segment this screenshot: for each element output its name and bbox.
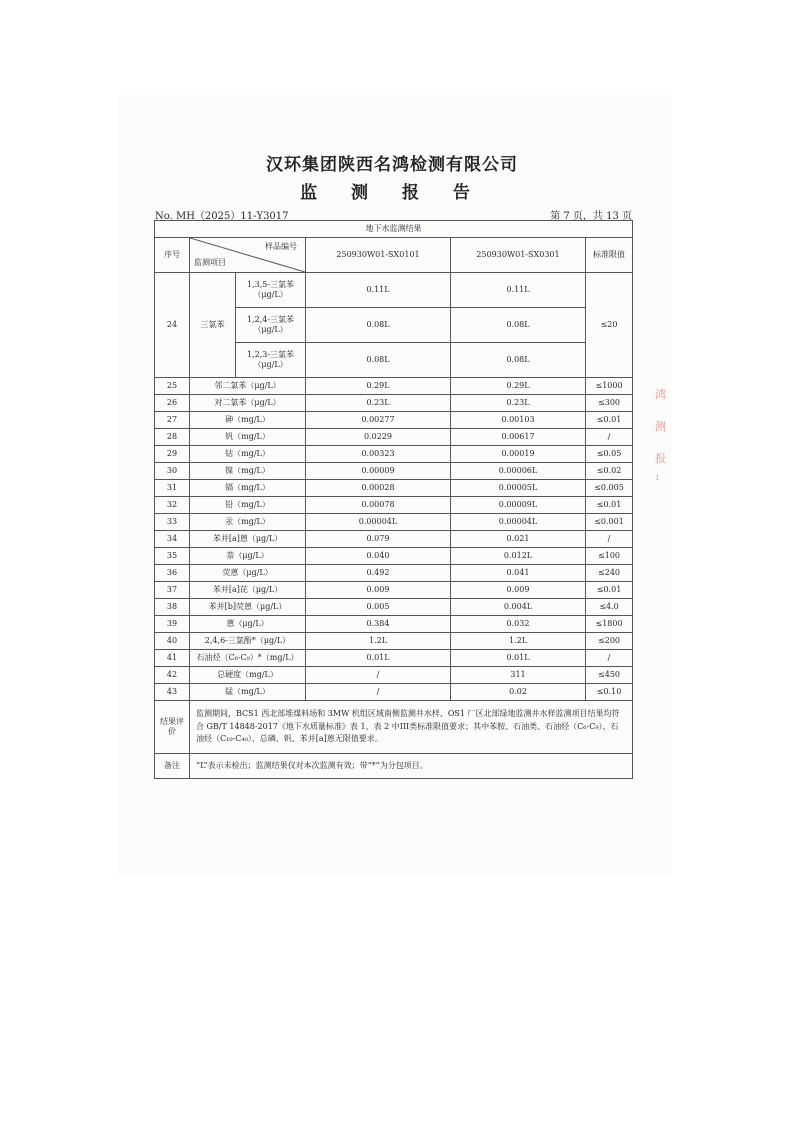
value-cell: 0.01L	[306, 650, 451, 667]
item-cell: 对二氯苯（μg/L）	[190, 395, 306, 412]
table-row	[155, 650, 633, 667]
item-cell: 汞（mg/L）	[190, 514, 306, 531]
column-header-sample-2: 250930W01-SX0301	[451, 238, 586, 273]
sub-item-name: 1,2,4-三氯苯	[246, 315, 295, 324]
value-cell: /	[306, 667, 451, 684]
value-cell: 0.009	[306, 582, 451, 599]
value-cell: 0.00028	[306, 480, 451, 497]
table-row	[155, 684, 633, 701]
value-cell: 0.11L	[451, 273, 586, 308]
table-row	[155, 497, 633, 514]
value-cell: 0.384	[306, 616, 451, 633]
value-cell: 1.2L	[306, 633, 451, 650]
seq-cell: 29	[155, 446, 190, 463]
seq-cell: 43	[155, 684, 190, 701]
value-cell: 0.004L	[451, 599, 586, 616]
seal-glyph: 报	[655, 452, 666, 465]
item-cell: 萘（μg/L）	[190, 548, 306, 565]
table-row	[155, 412, 633, 429]
item-cell: 邻二氯苯（μg/L）	[190, 378, 306, 395]
table-row	[155, 616, 633, 633]
limit-cell: ≤1000	[586, 378, 633, 395]
limit-cell: /	[586, 429, 633, 446]
sub-item-unit: （μg/L）	[253, 325, 288, 334]
seq-cell: 30	[155, 463, 190, 480]
seq-cell: 25	[155, 378, 190, 395]
sub-item-cell	[236, 273, 306, 308]
item-cell: 锰（mg/L）	[190, 684, 306, 701]
value-cell: 0.00009L	[451, 497, 586, 514]
column-header-sample-1: 250930W01-SX0101	[306, 238, 451, 273]
limit-cell: /	[586, 531, 633, 548]
limit-cell: ≤1800	[586, 616, 633, 633]
value-cell: 0.00004L	[451, 514, 586, 531]
seq-cell: 42	[155, 667, 190, 684]
limit-cell: ≤100	[586, 548, 633, 565]
value-cell: 0.00006L	[451, 463, 586, 480]
item-cell: 2,4,6-三氯酚*（μg/L）	[190, 633, 306, 650]
value-cell: 1.2L	[451, 633, 586, 650]
value-cell: 0.23L	[306, 395, 451, 412]
item-cell: 砷（mg/L）	[190, 412, 306, 429]
seq-cell: 39	[155, 616, 190, 633]
value-cell: 0.08L	[306, 343, 451, 378]
conclusion-label: 结果评价	[155, 701, 190, 754]
limit-cell: ≤0.01	[586, 412, 633, 429]
value-cell: 0.032	[451, 616, 586, 633]
group-name-cell: 三氯苯	[190, 273, 236, 378]
item-cell: 铅（mg/L）	[190, 497, 306, 514]
seq-cell: 38	[155, 599, 190, 616]
value-cell: 0.29L	[451, 378, 586, 395]
value-cell: 0.079	[306, 531, 451, 548]
value-cell: 0.041	[451, 565, 586, 582]
value-cell: 0.01L	[451, 650, 586, 667]
value-cell: 0.00005L	[451, 480, 586, 497]
limit-cell: ≤0.01	[586, 497, 633, 514]
seq-cell: 35	[155, 548, 190, 565]
item-cell: 苯并[a]芘（μg/L）	[190, 582, 306, 599]
seq-cell: 28	[155, 429, 190, 446]
item-cell: 钴（mg/L）	[190, 446, 306, 463]
table-row	[155, 463, 633, 480]
item-cell: 石油烃（C₆-C₉）*（mg/L）	[190, 650, 306, 667]
item-cell: 镉（mg/L）	[190, 480, 306, 497]
value-cell: 0.23L	[451, 395, 586, 412]
limit-cell: ≤0.05	[586, 446, 633, 463]
limit-cell: ≤0.01	[586, 582, 633, 599]
seq-cell: 37	[155, 582, 190, 599]
table-row	[155, 273, 633, 308]
table-row	[155, 565, 633, 582]
sub-item-cell	[236, 343, 306, 378]
page-number: 第 7 页，共 13 页	[550, 211, 632, 222]
item-cell: 苯并[a]蒽（μg/L）	[190, 531, 306, 548]
value-cell: 0.08L	[451, 308, 586, 343]
value-cell: 0.492	[306, 565, 451, 582]
item-cell: 镍（mg/L）	[190, 463, 306, 480]
value-cell: 0.021	[451, 531, 586, 548]
note-label: 备注	[155, 754, 190, 779]
value-cell: 0.29L	[306, 378, 451, 395]
table-row	[155, 531, 633, 548]
value-cell: 0.00009	[306, 463, 451, 480]
value-cell: 0.012L	[451, 548, 586, 565]
value-cell: 0.00277	[306, 412, 451, 429]
value-cell: 0.00004L	[306, 514, 451, 531]
seq-cell: 36	[155, 565, 190, 582]
value-cell: 311	[451, 667, 586, 684]
red-seal-edge	[652, 382, 668, 488]
column-header-limit: 标准限值	[586, 238, 633, 273]
seq-cell: 31	[155, 480, 190, 497]
limit-cell: ≤0.02	[586, 463, 633, 480]
seq-cell: 40	[155, 633, 190, 650]
table-row	[155, 548, 633, 565]
value-cell: /	[306, 684, 451, 701]
limit-cell: ≤4.0	[586, 599, 633, 616]
seq-cell: 33	[155, 514, 190, 531]
table-row	[155, 429, 633, 446]
value-cell: 0.02	[451, 684, 586, 701]
value-cell: 0.11L	[306, 273, 451, 308]
seq-cell: 26	[155, 395, 190, 412]
item-cell: 钒（mg/L）	[190, 429, 306, 446]
note-text: “L”表示未检出；监测结果仅对本次监测有效；带“*”为分包项目。	[190, 754, 633, 779]
value-cell: 0.08L	[451, 343, 586, 378]
seq-cell: 24	[155, 273, 190, 378]
sub-item-name: 1,3,5-三氯苯	[246, 280, 295, 289]
seq-cell: 27	[155, 412, 190, 429]
limit-cell: ≤300	[586, 395, 633, 412]
seq-cell: 41	[155, 650, 190, 667]
monitoring-item-label: 监测项目	[194, 258, 226, 267]
value-cell: 0.040	[306, 548, 451, 565]
limit-cell: ≤0.001	[586, 514, 633, 531]
report-title: 监 测 报 告	[300, 183, 484, 203]
limit-cell: ≤450	[586, 667, 633, 684]
item-cell: 蒽（μg/L）	[190, 616, 306, 633]
item-cell: 荧蒽（μg/L）	[190, 565, 306, 582]
limit-cell: ≤20	[586, 273, 633, 378]
limit-cell: ≤0.10	[586, 684, 633, 701]
value-cell: 0.005	[306, 599, 451, 616]
column-header-seq: 序号	[155, 238, 190, 273]
limit-cell: ≤0.005	[586, 480, 633, 497]
table-row	[155, 582, 633, 599]
table-row	[155, 514, 633, 531]
value-cell: 0.00078	[306, 497, 451, 514]
sample-no-label: 样品编号	[265, 242, 297, 251]
table-title: 地下水监测结果	[155, 221, 633, 238]
seal-glyph: 测	[655, 420, 666, 433]
value-cell: 0.08L	[306, 308, 451, 343]
value-cell: 0.00019	[451, 446, 586, 463]
groundwater-results-table	[154, 220, 633, 779]
seal-glyph: 鸿	[655, 388, 666, 401]
sub-item-unit: （μg/L）	[253, 290, 288, 299]
value-cell: 0.00103	[451, 412, 586, 429]
column-header-item-sample	[190, 238, 306, 273]
sub-item-name: 1,2,3-三氯苯	[246, 350, 295, 359]
table-row	[155, 667, 633, 684]
table-row	[155, 480, 633, 497]
limit-cell: ≤200	[586, 633, 633, 650]
company-name: 汉环集团陕西名鸿检测有限公司	[266, 155, 518, 175]
seq-cell: 32	[155, 497, 190, 514]
value-cell: 0.00323	[306, 446, 451, 463]
value-cell: 0.00617	[451, 429, 586, 446]
report-number: No. MH（2025）11-Y3017	[155, 211, 289, 222]
sub-item-cell	[236, 308, 306, 343]
table-row	[155, 446, 633, 463]
limit-cell: ≤240	[586, 565, 633, 582]
limit-cell: /	[586, 650, 633, 667]
item-cell: 苯并[b]荧蒽（μg/L）	[190, 599, 306, 616]
value-cell: 0.009	[451, 582, 586, 599]
seq-cell: 34	[155, 531, 190, 548]
table-row	[155, 599, 633, 616]
item-cell: 总硬度（mg/L）	[190, 667, 306, 684]
sub-item-unit: （μg/L）	[253, 360, 288, 369]
table-row	[155, 378, 633, 395]
table-row	[155, 633, 633, 650]
seal-glyph: 1	[655, 474, 660, 482]
value-cell: 0.0229	[306, 429, 451, 446]
conclusion-text: 监测期间，BCS1 西北部堆煤料场和 3MW 机组区域南侧监测井水样、OS1 厂区北部绿地监测井水样监测项目结果均符合 GB/T 14848-2017《地下水质量标准》表 1、表 2 中III类标准限值要求；其中苯胺、石油类、石油烃（C₆-C₉）、石油烃（C₁₀-C₄₀）、总磷、钒、苯并[a]蒽无限值要求。	[190, 701, 633, 754]
table-row	[155, 395, 633, 412]
